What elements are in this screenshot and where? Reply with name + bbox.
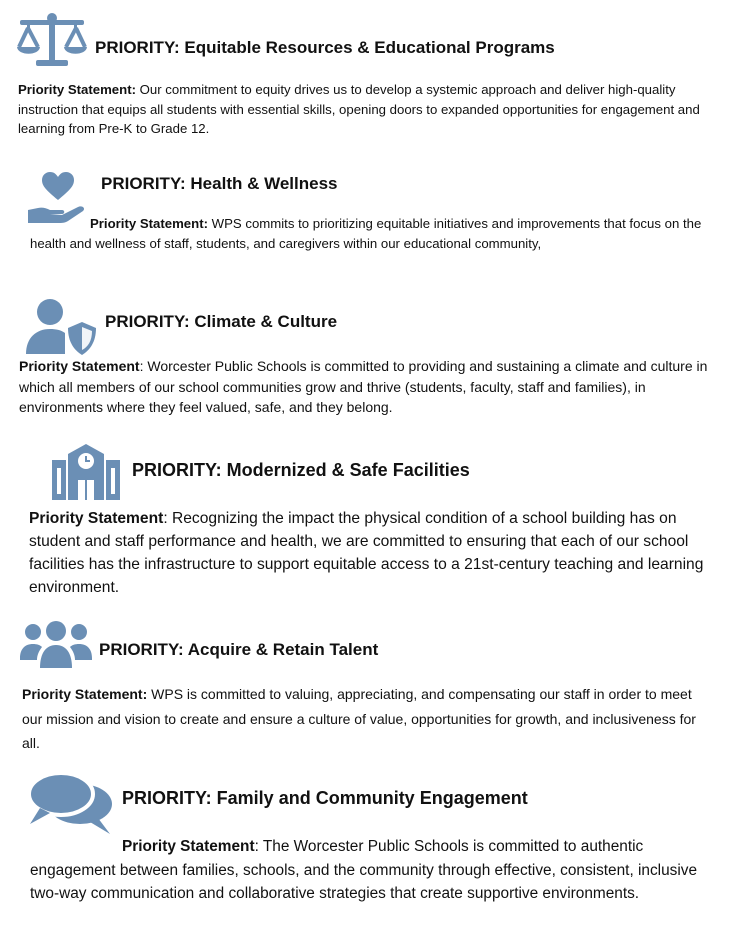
statement-label: Priority Statement: (22, 686, 148, 702)
statement-label: Priority Statement: (18, 82, 136, 97)
statement-label: Priority Statement: (90, 216, 208, 231)
statement-label: Priority Statement (19, 358, 140, 374)
statement-text: : The Worcester Public Schools is committed to authentic engagement between families, schools, and the community through effective, consistent, inclusive two-way communication and collaborative strategies that create supportive environments. (30, 838, 698, 902)
priority-heading: PRIORITY: Modernized & Safe Facilities (132, 460, 470, 480)
priority-heading: PRIORITY: Acquire & Retain Talent (99, 640, 379, 659)
priority-statement (19, 356, 719, 418)
statement-text: Our commitment to equity drives us to develop a systemic approach and deliver high-quality instruction that equips all students with essential skills, opening doors to expanded opportunities for engagement and learning from Pre-K to Grade 12. (18, 82, 700, 136)
scales-icon (16, 12, 88, 68)
priority-heading: PRIORITY: Family and Community Engagement (122, 788, 528, 808)
priority-section-climate-culture (0, 290, 734, 430)
user-shield-icon (26, 298, 98, 356)
priority-section-facilities (0, 430, 734, 610)
priority-heading: PRIORITY: Climate & Culture (105, 312, 338, 331)
priority-heading: PRIORITY: Equitable Resources & Educational Programs (95, 38, 555, 57)
statement-text: WPS is committed to valuing, appreciating, and compensating our staff in order to meet our mission and vision to create and ensure a culture of value, opportunities for growth, and inclusiveness for all. (22, 686, 696, 751)
statement-text: : Recognizing the impact the physical condition of a school building has on student and staff performance and health, we are committed to ensuring that each of our school facilities has the infrastructure to support equitable access to a 21st-century teaching and learning environment. (29, 510, 704, 596)
priority-statement (18, 80, 718, 139)
statement-text: : Worcester Public Schools is committed to providing and sustaining a climate and culture in which all members of our school communities grow and thrive (students, faculty, staff and families), in environments where they feel valued, safe, and they belong. (19, 358, 708, 415)
priority-heading: PRIORITY: Health & Wellness (101, 174, 338, 193)
statement-text: WPS commits to prioritizing equitable initiatives and improvements that focus on the health and wellness of staff, students, and caregivers within our educational community, (30, 216, 702, 251)
speech-bubbles-icon (28, 770, 114, 836)
priority-section-equitable-resources (0, 0, 734, 150)
priority-section-family-engagement (0, 760, 734, 932)
statement-label: Priority Statement (29, 510, 164, 527)
school-building-icon (50, 442, 122, 502)
priority-statement (22, 682, 712, 756)
priority-statement (30, 835, 720, 906)
priority-statement (30, 214, 710, 253)
priority-section-talent (0, 610, 734, 760)
statement-label: Priority Statement (122, 838, 255, 855)
people-group-icon (20, 620, 92, 670)
priority-statement (29, 507, 729, 599)
priority-section-health-wellness (0, 150, 734, 290)
